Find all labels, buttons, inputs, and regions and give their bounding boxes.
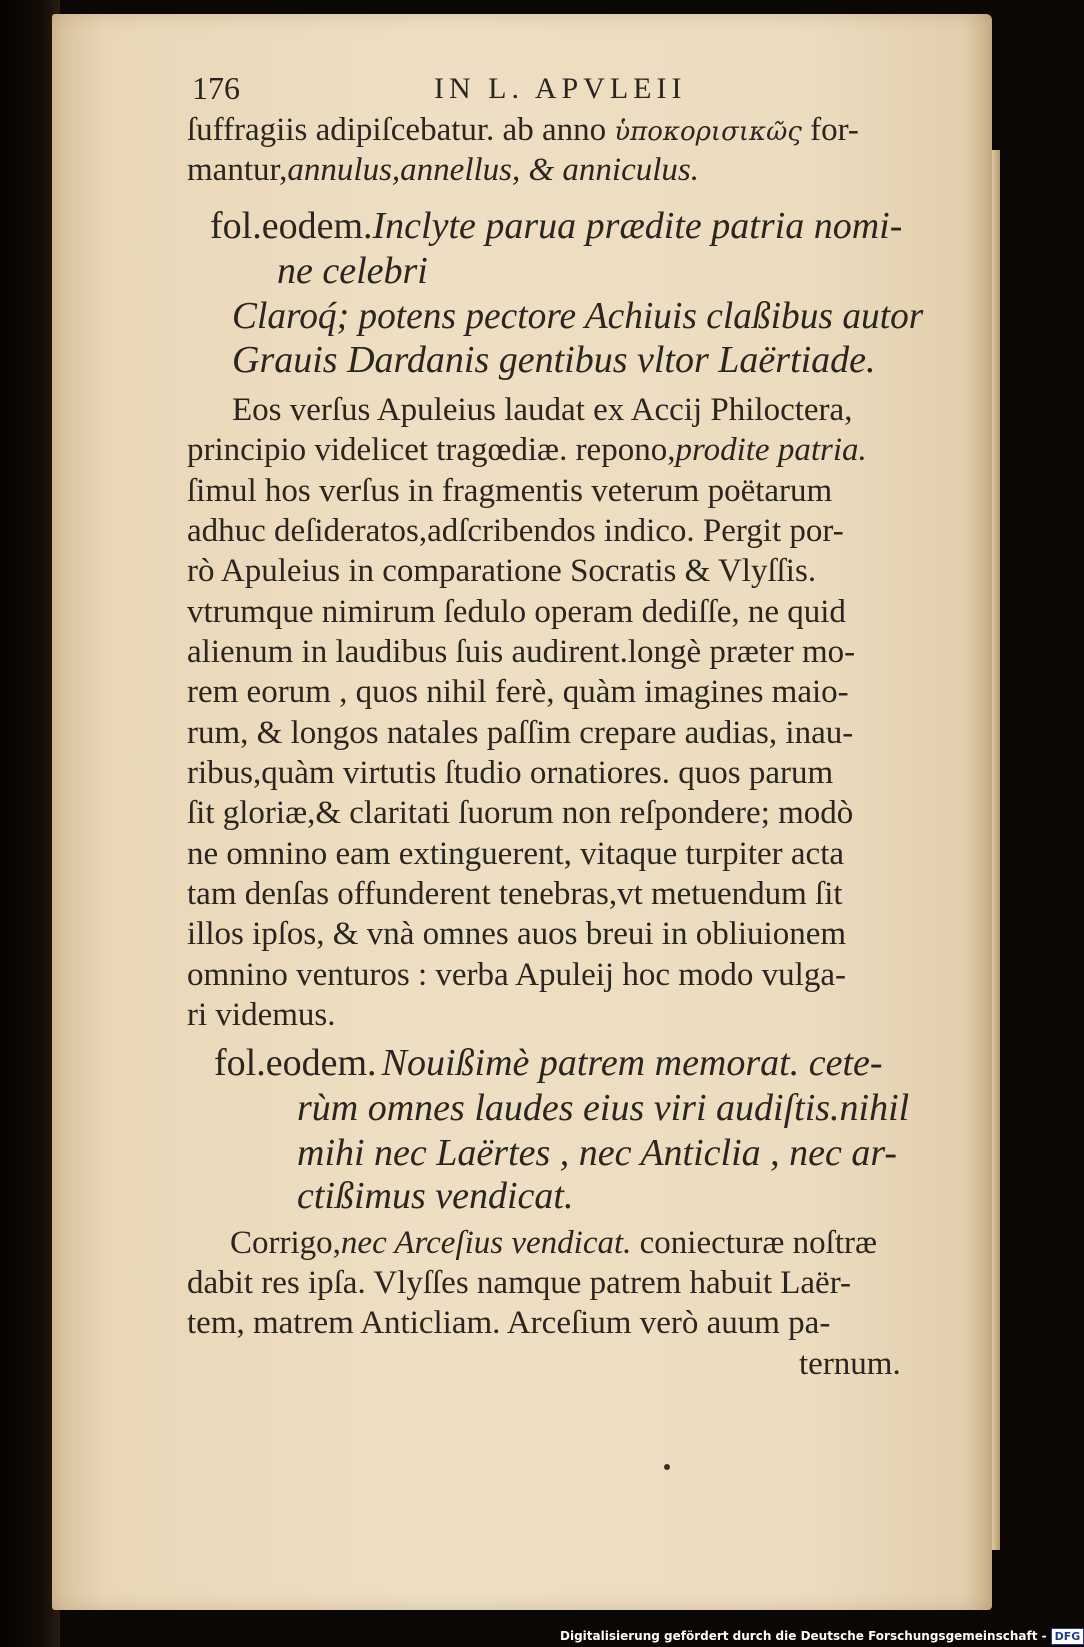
text-line-6: Grauis Dardanis gentibus vltor Laërtiade. (232, 339, 876, 381)
text-line-11: rò Apuleius in comparatione Socratis & Vlyſſis. (187, 553, 817, 589)
text-segment: principio videlicet tragœdiæ. repono, (187, 432, 676, 468)
text-line-1 (187, 114, 859, 147)
quotation: Nouißimè patrem memorat. cete- (381, 1042, 883, 1084)
text-line-27 (230, 1227, 877, 1260)
text-line-9: ſimul hos verſus in fragmentis veterum poëtarum (187, 473, 833, 509)
text-line-21: omnino venturos : verba Apuleij hoc modo vulga- (187, 957, 846, 993)
italic-segment: prodite patria. (675, 432, 867, 468)
text-line-2 (187, 154, 699, 187)
text-line-28: dabit res ipſa. Vlyſſes namque patrem habuit Laër- (187, 1265, 852, 1301)
page-number: 176 (192, 70, 240, 106)
running-head: IN L. APVLEII (434, 72, 687, 105)
page-text (52, 14, 992, 1610)
footer-text: Digitalisierung gefördert durch die Deutsche Forschungsgemeinschaft - (560, 1629, 1047, 1643)
text-line-29: tem, matrem Anticliam. Arceſium verò auum pa- (187, 1305, 831, 1341)
text-line-5: Claroq́; potens pectore Achiuis claßibus autor (232, 295, 924, 337)
text-line-25: mihi nec Laërtes , nec Anticlia , nec ar- (297, 1132, 898, 1174)
greek-word: ὑποκορισικῶς (614, 117, 802, 147)
text-line-4: ne celebri (277, 250, 428, 292)
italic-segment: & (528, 152, 555, 188)
text-line-8 (187, 434, 867, 467)
text-segment: Corrigo, (230, 1225, 341, 1261)
folio-reference: fol.eodem. (210, 205, 373, 247)
italic-segment: anniculus. (562, 152, 699, 188)
text-segment: for- (810, 112, 859, 148)
text-line-22: ri videmus. (187, 997, 336, 1033)
text-line-10: adhuc deſideratos,adſcribendos indico. Pergit por- (187, 513, 844, 549)
quotation: Inclyte parua prædite patria nomi- (372, 205, 903, 247)
book-page (52, 14, 992, 1610)
text-line-20: illos ipſos, & vnà omnes auos breui in obliuionem (187, 916, 847, 952)
page-mark (664, 1464, 670, 1470)
italic-segment: nec Arceſius vendicat. (340, 1225, 632, 1261)
text-line-7: Eos verſus Apuleius laudat ex Accij Philoctera, (232, 392, 853, 428)
text-line-18: ne omnino eam extinguerent, vitaque turpiter acta (187, 836, 845, 872)
text-line-3 (210, 207, 902, 245)
text-line-30: ternum. (799, 1346, 901, 1382)
text-line-23 (214, 1044, 883, 1082)
text-line-17: ſit gloriæ,& claritati ſuorum non reſpondere; modò (187, 795, 854, 831)
dfg-logo: DFG (1051, 1628, 1084, 1645)
text-line-15: rum, & longos natales paſſim crepare audias, inau- (187, 715, 854, 751)
text-segment: coniecturæ noſtræ (639, 1225, 878, 1261)
digitization-footer (560, 1626, 1081, 1647)
text-line-16: ribus,quàm virtutis ſtudio ornatiores. quos parum (187, 755, 834, 791)
italic-segment: annulus,annellus, (287, 152, 521, 188)
text-line-14: rem eorum , quos nihil ferè, quàm imagines maio- (187, 674, 849, 710)
text-line-19: tam denſas offunderent tenebras,vt metuendum ſit (187, 876, 843, 912)
folio-reference: fol.eodem. (214, 1042, 377, 1084)
text-line-12: vtrumque nimirum ſedulo operam dediſſe, ne quid (187, 594, 846, 630)
text-segment: ſuffragiis adipiſcebatur. ab anno (187, 112, 607, 148)
dark-margin (0, 0, 60, 1647)
text-segment: mantur, (187, 152, 288, 188)
text-line-13: alienum in laudibus ſuis audirent.longè præter mo- (187, 634, 856, 670)
text-line-26: ctißimus vendicat. (297, 1175, 574, 1217)
text-line-24: rùm omnes laudes eius viri audiſtis.nihil (297, 1087, 910, 1129)
